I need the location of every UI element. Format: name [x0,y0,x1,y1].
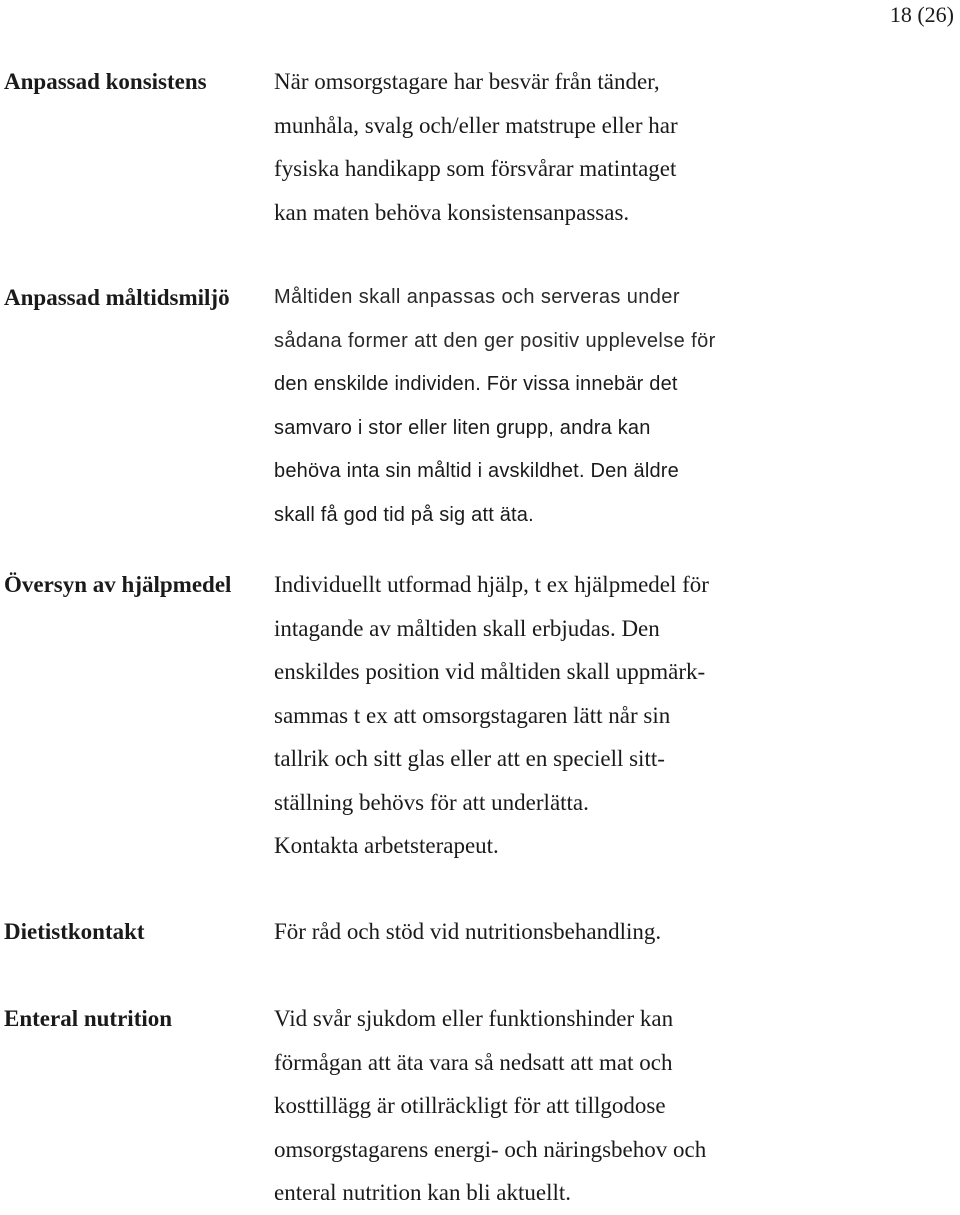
entry-term: Översyn av hjälpmedel [4,572,232,597]
description-line: kosttillägg är otillräckligt för att tillgodose [274,1093,666,1118]
entry-description [274,563,954,868]
description-line: samvaro i stor eller liten grupp, andra kan [274,416,651,439]
description-line: ställning behövs för att underlätta. [274,789,589,815]
description-line: intagande av måltiden skall erbjudas. Den [274,615,660,641]
description-line: den enskilde individen. För vissa innebär det [274,373,678,395]
description-line: munhåla, svalg och/eller matstrupe eller har [274,112,678,138]
description-line: förmågan att äta vara så nedsatt att mat och [274,1049,673,1075]
entry-term: Dietistkontakt [4,919,145,944]
description-line: kan maten behöva konsistensanpassas. [274,199,630,225]
description-line: Individuellt utformad hjälp, t ex hjälpmedel för [274,572,709,597]
description-line: fysiska handikapp som försvårar matintaget [274,156,677,181]
entry-description [274,60,954,234]
description-line: Kontakta arbetsterapeut. [274,833,499,858]
entry-term: Anpassad måltidsmiljö [4,285,230,310]
entry-term: Anpassad konsistens [4,69,207,94]
description-line: För råd och stöd vid nutritionsbehandling. [274,919,662,944]
description-line: tallrik och sitt glas eller att en speciell sitt- [274,746,665,771]
description-line: Måltiden skall anpassas och serveras under [274,286,680,308]
description-line: enskildes position vid måltiden skall uppmärk- [274,659,706,684]
entry-description [274,276,954,537]
entry-description [274,997,954,1215]
description-line: Vid svår sjukdom eller funktionshinder kan [274,1006,674,1031]
entry-term: Enteral nutrition [4,1006,173,1031]
description-line: skall få god tid på sig att äta. [274,503,534,526]
description-line: behöva inta sin måltid i avskildhet. Den äldre [274,460,679,482]
description-line: enteral nutrition kan bli aktuellt. [274,1180,572,1205]
description-line: sådana former att den ger positiv upplevelse för [274,329,716,352]
description-line: sammas t ex att omsorgstagaren lätt når sin [274,702,671,728]
page-number: 18 (26) [889,2,954,27]
description-line: omsorgstagarens energi- och näringsbehov och [274,1136,707,1162]
entry-description [274,910,954,954]
description-line: När omsorgstagare har besvär från tänder, [274,69,660,94]
